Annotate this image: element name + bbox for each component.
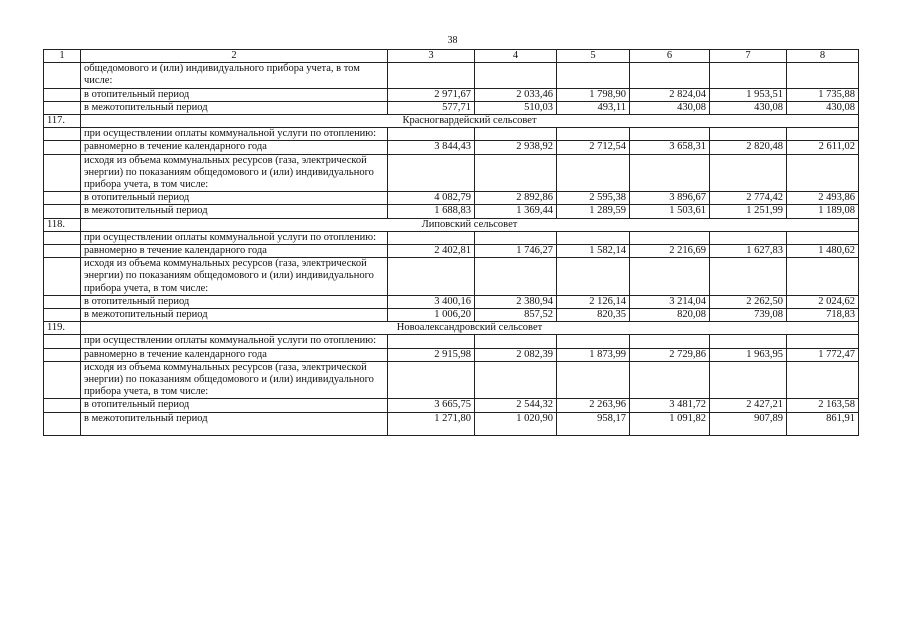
value-cell-col5	[557, 231, 630, 244]
value-cell-col3: 2 971,67	[388, 88, 475, 101]
value-cell-col6: 3 896,67	[630, 192, 710, 205]
value-cell-col6: 1 091,82	[630, 412, 710, 435]
table-row	[44, 101, 859, 114]
description-row	[44, 258, 859, 296]
value-cell-col7: 1 627,83	[710, 245, 787, 258]
section-number: 117.	[44, 115, 81, 128]
table-row	[44, 205, 859, 218]
row-index-cell	[44, 63, 81, 88]
header-cell-5: 5	[557, 50, 630, 63]
row-index-cell	[44, 399, 81, 412]
value-cell-col6	[630, 63, 710, 88]
value-cell-col4: 2 938,92	[475, 141, 557, 154]
value-cell-col8	[787, 258, 859, 296]
value-cell-col8: 2 493,86	[787, 192, 859, 205]
value-cell-col6: 3 658,31	[630, 141, 710, 154]
value-cell-col3: 3 844,43	[388, 141, 475, 154]
value-cell-col4: 1 020,90	[475, 412, 557, 435]
value-cell-col5	[557, 361, 630, 399]
value-cell-col8	[787, 361, 859, 399]
value-cell-col3: 4 082,79	[388, 192, 475, 205]
value-cell-col5: 820,35	[557, 309, 630, 322]
row-index-cell	[44, 258, 81, 296]
value-cell-col5: 958,17	[557, 412, 630, 435]
row-label: в межотопительный период	[81, 101, 388, 114]
value-cell-col7: 2 427,21	[710, 399, 787, 412]
value-cell-col6: 3 481,72	[630, 399, 710, 412]
value-cell-col4	[475, 335, 557, 348]
row-index-cell	[44, 309, 81, 322]
value-cell-col7: 2 774,42	[710, 192, 787, 205]
value-cell-col5: 1 582,14	[557, 245, 630, 258]
header-cell-2: 2	[81, 50, 388, 63]
value-cell-col3: 1 006,20	[388, 309, 475, 322]
value-cell-col3	[388, 231, 475, 244]
value-cell-col4	[475, 154, 557, 192]
row-label: в отопительный период	[81, 192, 388, 205]
value-cell-col5: 1 798,90	[557, 88, 630, 101]
description-row	[44, 128, 859, 141]
value-cell-col5	[557, 154, 630, 192]
row-index-cell	[44, 245, 81, 258]
value-cell-col4: 1 746,27	[475, 245, 557, 258]
value-cell-col8: 1 189,08	[787, 205, 859, 218]
row-label: при осуществлении оплаты коммунальной услуги по отоплению:	[81, 231, 388, 244]
value-cell-col4: 1 369,44	[475, 205, 557, 218]
value-cell-col4: 2 544,32	[475, 399, 557, 412]
row-index-cell	[44, 205, 81, 218]
value-cell-col3	[388, 154, 475, 192]
section-title: Липовский сельсовет	[81, 218, 859, 231]
value-cell-col6	[630, 231, 710, 244]
table-row	[44, 348, 859, 361]
value-cell-col6: 430,08	[630, 101, 710, 114]
value-cell-col4: 2 033,46	[475, 88, 557, 101]
row-index-cell	[44, 361, 81, 399]
row-index-cell	[44, 335, 81, 348]
value-cell-col8: 2 163,58	[787, 399, 859, 412]
row-label: равномерно в течение календарного года	[81, 141, 388, 154]
value-cell-col6: 2 824,04	[630, 88, 710, 101]
row-index-cell	[44, 141, 81, 154]
value-cell-col6: 2 216,69	[630, 245, 710, 258]
value-cell-col4	[475, 63, 557, 88]
page-number: 38	[447, 35, 458, 46]
header-row	[44, 50, 859, 63]
row-label: в межотопительный период	[81, 412, 388, 435]
value-cell-col3	[388, 128, 475, 141]
value-cell-col7: 739,08	[710, 309, 787, 322]
value-cell-col5	[557, 258, 630, 296]
row-index-cell	[44, 348, 81, 361]
row-index-cell	[44, 295, 81, 308]
section-title: Новоалександровский сельсовет	[81, 322, 859, 335]
value-cell-col7	[710, 361, 787, 399]
value-cell-col3	[388, 361, 475, 399]
value-cell-col5	[557, 335, 630, 348]
value-cell-col7	[710, 335, 787, 348]
table-body	[44, 50, 859, 436]
value-cell-col6: 3 214,04	[630, 295, 710, 308]
header-cell-4: 4	[475, 50, 557, 63]
row-label: в отопительный период	[81, 88, 388, 101]
value-cell-col7: 1 953,51	[710, 88, 787, 101]
value-cell-col5: 2 712,54	[557, 141, 630, 154]
section-number: 119.	[44, 322, 81, 335]
value-cell-col8	[787, 154, 859, 192]
value-cell-col8: 718,83	[787, 309, 859, 322]
section-row	[44, 115, 859, 128]
description-row	[44, 335, 859, 348]
row-label: общедомового и (или) индивидуального прибора учета, в том числе:	[81, 63, 388, 88]
value-cell-col4	[475, 258, 557, 296]
value-cell-col3	[388, 335, 475, 348]
value-cell-col5: 2 126,14	[557, 295, 630, 308]
value-cell-col3: 3 665,75	[388, 399, 475, 412]
value-cell-col5	[557, 128, 630, 141]
value-cell-col7: 907,89	[710, 412, 787, 435]
description-row	[44, 361, 859, 399]
row-index-cell	[44, 154, 81, 192]
value-cell-col3: 577,71	[388, 101, 475, 114]
row-index-cell	[44, 412, 81, 435]
row-label: в межотопительный период	[81, 309, 388, 322]
header-cell-6: 6	[630, 50, 710, 63]
value-cell-col7	[710, 63, 787, 88]
value-cell-col7: 430,08	[710, 101, 787, 114]
value-cell-col6	[630, 335, 710, 348]
row-label: при осуществлении оплаты коммунальной услуги по отоплению:	[81, 128, 388, 141]
row-label: при осуществлении оплаты коммунальной услуги по отоплению:	[81, 335, 388, 348]
value-cell-col8	[787, 128, 859, 141]
value-cell-col6	[630, 128, 710, 141]
value-cell-col8	[787, 335, 859, 348]
value-cell-col4	[475, 361, 557, 399]
section-row	[44, 218, 859, 231]
value-cell-col5: 2 263,96	[557, 399, 630, 412]
header-cell-3: 3	[388, 50, 475, 63]
value-cell-col7	[710, 258, 787, 296]
value-cell-col8: 2 024,62	[787, 295, 859, 308]
row-index-cell	[44, 192, 81, 205]
value-cell-col3	[388, 258, 475, 296]
value-cell-col3: 2 915,98	[388, 348, 475, 361]
header-cell-7: 7	[710, 50, 787, 63]
value-cell-col7: 1 251,99	[710, 205, 787, 218]
value-cell-col7	[710, 154, 787, 192]
value-cell-col8	[787, 231, 859, 244]
description-row	[44, 231, 859, 244]
row-index-cell	[44, 128, 81, 141]
table-row	[44, 141, 859, 154]
table-row	[44, 245, 859, 258]
value-cell-col4: 510,03	[475, 101, 557, 114]
row-label: в отопительный период	[81, 295, 388, 308]
table-row	[44, 309, 859, 322]
value-cell-col5	[557, 63, 630, 88]
value-cell-col4: 2 380,94	[475, 295, 557, 308]
value-cell-col5: 2 595,38	[557, 192, 630, 205]
row-label: равномерно в течение календарного года	[81, 348, 388, 361]
row-label: исходя из объема коммунальных ресурсов (газа, электрической энергии) по показаниям общедомового и (или) индивидуального прибора учета, в том числе:	[81, 154, 388, 192]
row-label: исходя из объема коммунальных ресурсов (газа, электрической энергии) по показаниям общедомового и (или) индивидуального прибора учета, в том числе:	[81, 258, 388, 296]
section-title: Красногвардейский сельсовет	[81, 115, 859, 128]
table-row	[44, 88, 859, 101]
value-cell-col6: 820,08	[630, 309, 710, 322]
description-row	[44, 154, 859, 192]
value-cell-col3: 1 271,80	[388, 412, 475, 435]
section-number: 118.	[44, 218, 81, 231]
value-cell-col5: 493,11	[557, 101, 630, 114]
value-cell-col4: 2 082,39	[475, 348, 557, 361]
value-cell-col8: 1 735,88	[787, 88, 859, 101]
row-label: в отопительный период	[81, 399, 388, 412]
value-cell-col4	[475, 128, 557, 141]
value-cell-col6: 2 729,86	[630, 348, 710, 361]
value-cell-col7	[710, 231, 787, 244]
header-cell-1: 1	[44, 50, 81, 63]
description-row	[44, 63, 859, 88]
value-cell-col8: 1 772,47	[787, 348, 859, 361]
row-index-cell	[44, 88, 81, 101]
row-label: равномерно в течение календарного года	[81, 245, 388, 258]
table-row	[44, 399, 859, 412]
row-label: исходя из объема коммунальных ресурсов (газа, электрической энергии) по показаниям общедомового и (или) индивидуального прибора учета, в том числе:	[81, 361, 388, 399]
value-cell-col4: 2 892,86	[475, 192, 557, 205]
value-cell-col8	[787, 63, 859, 88]
value-cell-col6	[630, 258, 710, 296]
tariff-table	[43, 49, 859, 436]
value-cell-col6	[630, 154, 710, 192]
value-cell-col8: 1 480,62	[787, 245, 859, 258]
value-cell-col5: 1 873,99	[557, 348, 630, 361]
value-cell-col3: 1 688,83	[388, 205, 475, 218]
value-cell-col7: 2 262,50	[710, 295, 787, 308]
table-row	[44, 192, 859, 205]
value-cell-col8: 2 611,02	[787, 141, 859, 154]
value-cell-col5: 1 289,59	[557, 205, 630, 218]
value-cell-col4: 857,52	[475, 309, 557, 322]
section-row	[44, 322, 859, 335]
row-label: в межотопительный период	[81, 205, 388, 218]
table-row	[44, 412, 859, 435]
value-cell-col7	[710, 128, 787, 141]
row-index-cell	[44, 231, 81, 244]
value-cell-col8: 861,91	[787, 412, 859, 435]
value-cell-col7: 2 820,48	[710, 141, 787, 154]
header-cell-8: 8	[787, 50, 859, 63]
value-cell-col6: 1 503,61	[630, 205, 710, 218]
value-cell-col3: 3 400,16	[388, 295, 475, 308]
row-index-cell	[44, 101, 81, 114]
value-cell-col3: 2 402,81	[388, 245, 475, 258]
value-cell-col4	[475, 231, 557, 244]
table-row	[44, 295, 859, 308]
value-cell-col8: 430,08	[787, 101, 859, 114]
value-cell-col6	[630, 361, 710, 399]
value-cell-col7: 1 963,95	[710, 348, 787, 361]
value-cell-col3	[388, 63, 475, 88]
